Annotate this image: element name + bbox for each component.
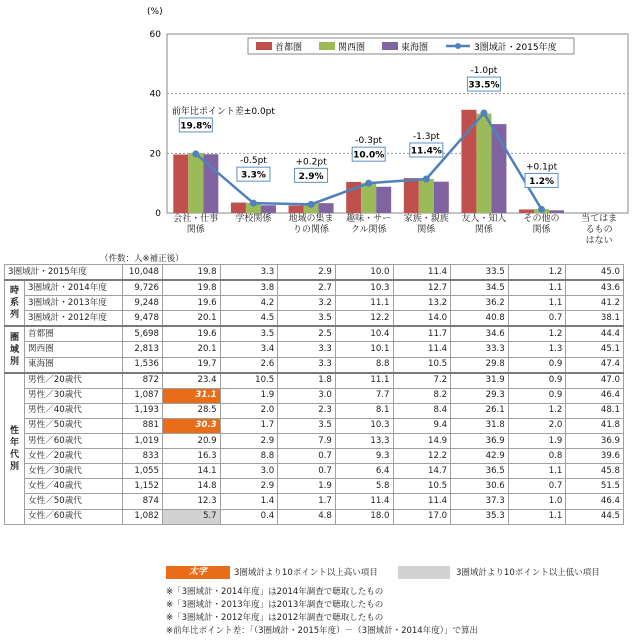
- value-cell: 3.0: [220, 464, 278, 479]
- value-cell: 0.9: [508, 373, 566, 389]
- value-cell: 8.8: [220, 449, 278, 464]
- value-cell: 36.2: [451, 296, 509, 311]
- value-cell: 0.7: [278, 464, 336, 479]
- value-cell: 14.9: [393, 434, 451, 449]
- value-cell: 29.3: [451, 388, 509, 403]
- column-header: その他の 関係: [523, 214, 560, 235]
- value-cell: 30.3: [163, 418, 221, 433]
- value-cell: 35.3: [451, 509, 509, 524]
- count-cell: 10,048: [123, 265, 163, 281]
- value-cell: 1.7: [220, 418, 278, 433]
- count-header: （件数：人※補正後）: [100, 254, 184, 264]
- value-cell: 9.3: [335, 449, 393, 464]
- value-cell: 14.7: [393, 464, 451, 479]
- value-cell: 7.9: [278, 434, 336, 449]
- row-label: 3圏域計・2015年度: [5, 265, 123, 281]
- table-row: [5, 280, 624, 296]
- value-cell: 9.4: [393, 418, 451, 433]
- table-row: [5, 434, 624, 449]
- value-cell: 12.2: [393, 449, 451, 464]
- table-row: [5, 464, 624, 479]
- row-label: 女性／50歳代: [25, 494, 123, 509]
- value-cell: 20.1: [163, 342, 221, 357]
- y-tick-label: 20: [149, 149, 161, 160]
- value-cell: 34.6: [451, 326, 509, 342]
- value-cell: 31.9: [451, 373, 509, 389]
- value-cell: 10.1: [335, 342, 393, 357]
- table-row: [5, 326, 624, 342]
- legend-label: 首都圏: [275, 43, 303, 53]
- value-cell: 3.5: [220, 326, 278, 342]
- column-header: 友人・知人 関係: [461, 214, 507, 235]
- value-cell: 8.4: [393, 403, 451, 418]
- table-row: [5, 265, 624, 281]
- value-cell: 1.0: [508, 494, 566, 509]
- row-label: 女性／60歳代: [25, 509, 123, 524]
- value-cell: 3.4: [220, 342, 278, 357]
- y-tick-label: 60: [149, 30, 161, 40]
- table-row: [5, 357, 624, 373]
- value-cell: 1.1: [508, 296, 566, 311]
- value-cell: 3.5: [278, 418, 336, 433]
- value-cell: 11.7: [393, 326, 451, 342]
- count-cell: 1,055: [123, 464, 163, 479]
- table-row: [5, 479, 624, 494]
- bar: [519, 209, 534, 213]
- value-cell: 20.9: [163, 434, 221, 449]
- value-cell: 45.0: [566, 265, 624, 281]
- pct-label: 19.8%: [180, 121, 212, 132]
- row-label: 首都圏: [25, 326, 123, 342]
- value-cell: 3.0: [278, 388, 336, 403]
- plot-frame: [167, 34, 628, 213]
- value-cell: 42.9: [451, 449, 509, 464]
- y-unit-label: (%): [147, 7, 163, 17]
- value-cell: 1.1: [508, 509, 566, 524]
- count-cell: 1,082: [123, 509, 163, 524]
- low-legend-text: 3圏域計より10ポイント以上低い項目: [456, 568, 600, 578]
- value-cell: 11.4: [393, 265, 451, 281]
- value-cell: 39.6: [566, 449, 624, 464]
- value-cell: 1.9: [278, 479, 336, 494]
- bar: [549, 210, 564, 213]
- value-cell: 1.9: [220, 388, 278, 403]
- value-cell: 1.1: [508, 464, 566, 479]
- pct-label: 33.5%: [468, 80, 500, 91]
- count-cell: 1,019: [123, 434, 163, 449]
- value-cell: 29.8: [451, 357, 509, 373]
- bar: [188, 153, 203, 213]
- value-cell: 0.7: [278, 449, 336, 464]
- value-cell: 1.9: [508, 434, 566, 449]
- value-cell: 14.1: [163, 464, 221, 479]
- value-cell: 1.3: [508, 342, 566, 357]
- value-cell: 44.5: [566, 509, 624, 524]
- group-label: 圏 域 別: [5, 326, 25, 372]
- table-row: [5, 494, 624, 509]
- chart-legend: [248, 38, 574, 54]
- row-label: 女性／30歳代: [25, 464, 123, 479]
- legend-label: 関西圏: [338, 43, 366, 53]
- row-label: 男性／60歳代: [25, 434, 123, 449]
- row-label: 3圏域計・2012年度: [25, 311, 123, 327]
- value-cell: 19.6: [163, 296, 221, 311]
- data-table: [4, 264, 624, 525]
- value-cell: 1.7: [278, 494, 336, 509]
- value-cell: 10.5: [393, 479, 451, 494]
- bar: [361, 183, 376, 213]
- value-cell: 41.2: [566, 296, 624, 311]
- value-cell: 4.2: [220, 296, 278, 311]
- count-cell: 9,726: [123, 280, 163, 296]
- bar: [476, 114, 491, 213]
- bar: [173, 155, 188, 213]
- value-cell: 47.4: [566, 357, 624, 373]
- row-label: 3圏域計・2013年度: [25, 296, 123, 311]
- value-cell: 0.7: [508, 311, 566, 327]
- value-cell: 1.2: [508, 403, 566, 418]
- high-legend-text: 3圏域計より10ポイント以上高い項目: [234, 568, 378, 578]
- point-diff-label: -0.5pt: [240, 156, 267, 167]
- value-cell: 36.5: [451, 464, 509, 479]
- note-1: ※「3圏域計・2014年度」は2014年調査で聴取したもの: [166, 587, 384, 597]
- value-cell: 20.1: [163, 311, 221, 327]
- value-cell: 19.7: [163, 357, 221, 373]
- value-cell: 40.8: [451, 311, 509, 327]
- value-cell: 8.1: [335, 403, 393, 418]
- value-cell: 2.0: [220, 403, 278, 418]
- table-row: [5, 449, 624, 464]
- value-cell: 3.5: [278, 311, 336, 327]
- value-cell: 28.5: [163, 403, 221, 418]
- value-cell: 7.7: [335, 388, 393, 403]
- legend-label: 東海圏: [401, 43, 429, 53]
- value-cell: 36.9: [451, 434, 509, 449]
- bar: [404, 178, 419, 213]
- table-row: [5, 403, 624, 418]
- value-cell: 14.8: [163, 479, 221, 494]
- value-cell: 1.2: [508, 265, 566, 281]
- table-row: [5, 342, 624, 357]
- group-label: 時 系 列: [5, 280, 25, 326]
- value-cell: 3.3: [278, 342, 336, 357]
- count-cell: 9,478: [123, 311, 163, 327]
- value-cell: 11.4: [335, 494, 393, 509]
- value-cell: 2.9: [220, 479, 278, 494]
- value-cell: 37.3: [451, 494, 509, 509]
- value-cell: 10.3: [335, 280, 393, 296]
- row-label: 男性／40歳代: [25, 403, 123, 418]
- value-cell: 31.8: [451, 418, 509, 433]
- note-4: ※前年比ポイント差：「（3圏域計・2015年度）－（3圏域計・2014年度）」で算出: [166, 626, 478, 636]
- row-label: 3圏域計・2014年度: [25, 280, 123, 296]
- count-cell: 1,152: [123, 479, 163, 494]
- point-diff-label: +0.2pt: [295, 157, 327, 168]
- value-cell: 10.5: [220, 373, 278, 389]
- bar: [231, 203, 246, 213]
- value-cell: 14.0: [393, 311, 451, 327]
- value-cell: 2.6: [220, 357, 278, 373]
- value-cell: 0.7: [508, 479, 566, 494]
- count-cell: 2,813: [123, 342, 163, 357]
- value-cell: 11.4: [393, 494, 451, 509]
- column-header: 趣味・サー クル関係: [346, 214, 392, 235]
- column-header: 当てはま るもの はない: [581, 214, 618, 246]
- value-cell: 4.8: [278, 509, 336, 524]
- point-diff-label: +0.1pt: [526, 162, 558, 173]
- legend-swatch: [319, 42, 335, 50]
- value-cell: 2.3: [278, 403, 336, 418]
- value-cell: 7.2: [393, 373, 451, 389]
- value-cell: 12.3: [163, 494, 221, 509]
- value-cell: 43.6: [566, 280, 624, 296]
- value-cell: 51.5: [566, 479, 624, 494]
- value-cell: 3.2: [278, 296, 336, 311]
- count-cell: 881: [123, 418, 163, 433]
- count-cell: 1,536: [123, 357, 163, 373]
- value-cell: 46.4: [566, 494, 624, 509]
- value-cell: 6.4: [335, 464, 393, 479]
- legend-label: 3圏域計・2015年度: [474, 43, 557, 53]
- value-cell: 38.1: [566, 311, 624, 327]
- value-cell: 19.8: [163, 265, 221, 281]
- bar: [419, 179, 434, 213]
- value-cell: 36.9: [566, 434, 624, 449]
- count-cell: 1,193: [123, 403, 163, 418]
- value-cell: 10.5: [393, 357, 451, 373]
- count-cell: 874: [123, 494, 163, 509]
- value-cell: 41.8: [566, 418, 624, 433]
- group-label: 性 年 代 別: [5, 373, 25, 524]
- column-header: 学校関係: [235, 214, 272, 224]
- value-cell: 47.0: [566, 373, 624, 389]
- footnotes: [166, 586, 478, 638]
- legend-swatch: [256, 42, 272, 50]
- pct-label: 3.3%: [240, 170, 266, 181]
- row-label: 男性／50歳代: [25, 418, 123, 433]
- bar: [376, 187, 391, 213]
- value-cell: 1.2: [508, 326, 566, 342]
- column-header: 家族・親族 関係: [403, 214, 449, 235]
- value-cell: 2.9: [278, 265, 336, 281]
- value-cell: 17.0: [393, 509, 451, 524]
- value-cell: 12.2: [335, 311, 393, 327]
- value-cell: 5.7: [163, 509, 221, 524]
- pct-label: 1.2%: [529, 176, 555, 187]
- y-tick-label: 40: [149, 89, 161, 100]
- value-cell: 11.1: [335, 373, 393, 389]
- value-cell: 10.0: [335, 265, 393, 281]
- row-label: 男性／20歳代: [25, 373, 123, 389]
- value-cell: 12.7: [393, 280, 451, 296]
- table-row: [5, 311, 624, 327]
- count-cell: 833: [123, 449, 163, 464]
- line-point: [308, 201, 315, 208]
- value-cell: 2.0: [508, 418, 566, 433]
- value-cell: 45.1: [566, 342, 624, 357]
- line-point: [365, 180, 372, 187]
- count-cell: 9,248: [123, 296, 163, 311]
- value-cell: 1.4: [220, 494, 278, 509]
- value-cell: 26.1: [451, 403, 509, 418]
- table-row: [5, 373, 624, 389]
- bar-line-chart: [0, 0, 632, 250]
- line-point: [480, 110, 487, 117]
- value-cell: 2.9: [220, 434, 278, 449]
- value-cell: 3.3: [220, 265, 278, 281]
- legend-marker: [455, 43, 461, 49]
- value-cell: 13.3: [335, 434, 393, 449]
- value-cell: 31.1: [163, 388, 221, 403]
- value-cell: 48.1: [566, 403, 624, 418]
- row-label: 女性／40歳代: [25, 479, 123, 494]
- value-cell: 10.3: [335, 418, 393, 433]
- value-cell: 11.1: [335, 296, 393, 311]
- table-row: [5, 388, 624, 403]
- value-cell: 44.4: [566, 326, 624, 342]
- count-cell: 872: [123, 373, 163, 389]
- column-header: 地域の集ま りの関係: [288, 214, 334, 235]
- bar: [319, 203, 334, 213]
- value-cell: 0.9: [508, 388, 566, 403]
- line-point: [538, 206, 545, 213]
- value-cell: 3.8: [220, 280, 278, 296]
- column-header: 会社・仕事 関係: [173, 214, 219, 235]
- value-cell: 10.4: [335, 326, 393, 342]
- value-cell: 5.8: [335, 479, 393, 494]
- point-diff-label: -0.3pt: [355, 136, 383, 147]
- count-cell: 1,087: [123, 388, 163, 403]
- y-tick-label: 0: [155, 209, 161, 219]
- line-point: [250, 200, 257, 207]
- line-point: [192, 150, 199, 157]
- value-cell: 19.8: [163, 280, 221, 296]
- value-cell: 19.6: [163, 326, 221, 342]
- value-cell: 3.3: [278, 357, 336, 373]
- value-cell: 4.5: [220, 311, 278, 327]
- point-diff-label: -1.3pt: [412, 131, 440, 142]
- note-2: ※「3圏域計・2013年度」は2013年調査で聴取したもの: [166, 600, 384, 610]
- line-point: [423, 175, 430, 182]
- value-cell: 8.2: [393, 388, 451, 403]
- value-cell: 0.4: [220, 509, 278, 524]
- legend-swatch: [382, 42, 398, 50]
- value-cell: 33.3: [451, 342, 509, 357]
- point-diff-label: 前年比ポイント差±0.0pt: [171, 106, 275, 117]
- value-cell: 16.3: [163, 449, 221, 464]
- value-cell: 18.0: [335, 509, 393, 524]
- value-cell: 46.4: [566, 388, 624, 403]
- value-cell: 0.8: [508, 449, 566, 464]
- row-label: 男性／30歳代: [25, 388, 123, 403]
- value-cell: 1.1: [508, 280, 566, 296]
- value-cell: 23.4: [163, 373, 221, 389]
- value-cell: 2.7: [278, 280, 336, 296]
- table-row: [5, 509, 624, 524]
- value-cell: 33.5: [451, 265, 509, 281]
- table-row: [5, 296, 624, 311]
- low-legend-swatch: [398, 566, 450, 579]
- count-cell: 5,698: [123, 326, 163, 342]
- value-cell: 1.8: [278, 373, 336, 389]
- value-cell: 34.5: [451, 280, 509, 296]
- bar: [261, 205, 276, 213]
- high-legend-swatch: 太字: [166, 566, 230, 579]
- pct-label: 2.9%: [298, 171, 324, 182]
- value-cell: 0.9: [508, 357, 566, 373]
- row-label: 関西圏: [25, 342, 123, 357]
- value-cell: 45.8: [566, 464, 624, 479]
- pct-label: 11.4%: [410, 146, 442, 157]
- row-label: 女性／20歳代: [25, 449, 123, 464]
- value-cell: 8.8: [335, 357, 393, 373]
- value-cell: 2.5: [278, 326, 336, 342]
- point-diff-label: -1.0pt: [470, 66, 498, 77]
- value-cell: 30.6: [451, 479, 509, 494]
- value-cell: 11.4: [393, 342, 451, 357]
- table-row: [5, 418, 624, 433]
- pct-label: 10.0%: [353, 150, 385, 161]
- note-3: ※「3圏域計・2012年度」は2012年調査で聴取したもの: [166, 613, 384, 623]
- value-cell: 13.2: [393, 296, 451, 311]
- row-label: 東海圏: [25, 357, 123, 373]
- bar: [289, 206, 304, 213]
- bar: [434, 182, 449, 213]
